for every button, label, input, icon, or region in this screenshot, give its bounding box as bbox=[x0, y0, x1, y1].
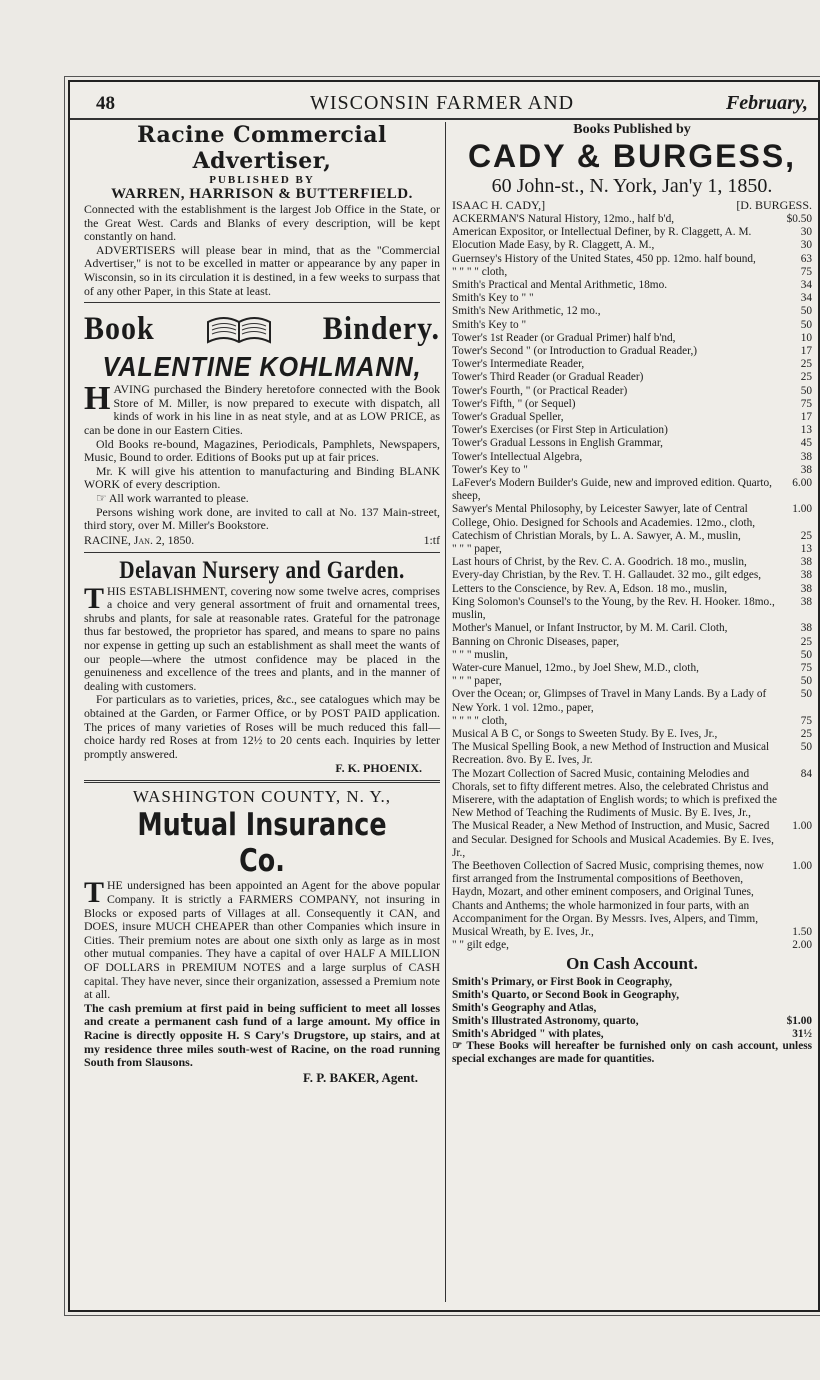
book-price: 17 bbox=[800, 411, 812, 424]
bindery-body-4: ☞ All work warranted to please. bbox=[96, 490, 249, 505]
left-column bbox=[84, 122, 440, 1086]
right-column bbox=[452, 122, 812, 1066]
book-entry bbox=[452, 820, 812, 860]
book-price: 25 bbox=[800, 358, 812, 371]
racine-body-1: Connected with the establishment is the largest Job Office in the State, or the Great West. Cards and Blanks of every description, will be kept constantly on hand. bbox=[84, 202, 440, 244]
cash-book-list bbox=[452, 976, 812, 1040]
book-price: 84 bbox=[800, 767, 812, 780]
book-price: 38 bbox=[800, 569, 812, 582]
book-title: ACKERMAN'S Natural History, 12mo., half b'd, bbox=[452, 213, 675, 225]
book-title: Smith's Primary, or First Book in Ceography, bbox=[452, 976, 673, 989]
book-price: 50 bbox=[800, 675, 812, 688]
book-price: 25 bbox=[800, 371, 812, 384]
book-title: Water-cure Manuel, 12mo., by Joel Shew, M.D., cloth, bbox=[452, 661, 699, 674]
bindery-body-1: AVING purchased the Bindery heretofore connected with the Book Store of M. Miller, is now prepared to execute with dispatch, all kinds of work in his line in as neat style, and at as LOW PRICE, as can be done in our Eastern Cities. bbox=[84, 382, 440, 437]
book-price: 10 bbox=[800, 331, 812, 344]
book-entry bbox=[452, 358, 812, 371]
book-title: King Solomon's Counsel's to the Young, by the Rev. H. Hooker. 18mo., muslin, bbox=[452, 595, 775, 622]
book-entry bbox=[452, 279, 812, 292]
bindery-date: RACINE, Jan. 2, 1850. bbox=[84, 532, 195, 547]
bindery-proprietor: VALENTINE KOHLMANN, bbox=[102, 351, 422, 383]
book-price: 1.00 bbox=[792, 859, 812, 872]
delavan-body-1: HIS ESTABLISHMENT, covering now some twelve acres, comprises a choice and very general assortment of fruit and ornamental trees, shrubs and plants, for sale at reasonable rates. Grateful for the patronage thus far bestowed, the proprietor has spared, and means to spare no pains nor expense in getting up such an establishment as shall meet the wants of our people—where the utmost confidence may be placed in the genuineness and excellence of the trees and plants, and in the manner of dealing with customers. bbox=[84, 583, 440, 693]
book-title: Tower's Third Reader (or Gradual Reader) bbox=[452, 371, 644, 384]
book-price: $1.00 bbox=[786, 1014, 812, 1027]
book-title: Smith's Abridged " with plates, bbox=[452, 1027, 604, 1040]
book-price: 75 bbox=[800, 714, 812, 727]
book-entry bbox=[452, 319, 812, 332]
book-entry bbox=[452, 976, 812, 989]
book-title: Banning on Chronic Diseases, paper, bbox=[452, 635, 620, 648]
book-title: Every-day Christian, by the Rev. T. H. Gallaudet. 32 mo., gilt edges, bbox=[452, 569, 762, 582]
book-price: 1.00 bbox=[792, 503, 812, 516]
mutual-body: HE undersigned has been appointed an Agent for the above popular Company. It is strictly a FARMERS COMPANY, not insuring in Blocks or exposed parts of Villages at all. Consequently it CAN, and DOES, insure MUCH CHEAPER than other Companies which insure in Cities. Their premium notes are about one sixth only as large as in most other mutual companies. They have a capital of over HALF A MILLION OF DOLLARS in PREMIUM NOTES and a large surplus of CASH capital. They have never, since their organization, assessed a Premium note at all. bbox=[84, 878, 440, 1002]
book-title: Smith's Geography and Atlas, bbox=[452, 1001, 597, 1014]
drop-cap-t: T bbox=[84, 876, 105, 910]
bindery-body-2: Old Books re-bound, Magazines, Periodicals, Pamphlets, Newspapers, Music, Bound to order. Editions of Books put up at fair prices. bbox=[84, 436, 440, 465]
book-price: 6.00 bbox=[792, 477, 812, 490]
column-divider bbox=[445, 122, 446, 1302]
book-list bbox=[452, 213, 812, 952]
page-number: 48 bbox=[96, 93, 115, 114]
book-title: Last hours of Christ, by the Rev. C. A. Goodrich. 18 mo., muslin, bbox=[452, 556, 747, 569]
book-title: Tower's Key to " bbox=[452, 463, 528, 476]
book-entry bbox=[452, 636, 812, 649]
book-title: The Musical Spelling Book, a new Method of Instruction and Musical Recreation. 8vo. By E. Ives, Jr. bbox=[452, 741, 770, 767]
book-entry bbox=[452, 332, 812, 345]
book-entry bbox=[452, 1028, 812, 1041]
book-title: The Mozart Collection of Sacred Music, containing Melodies and Chorals, set to fifty different metres. Also, the celebrated Christus and Miserere, with the adaptation of English words; to which is prefixed the New Method of Teaching the Rudiments of Music. By E. Ives, Jr., bbox=[452, 767, 778, 820]
partner-cady: ISAAC H. CADY,] bbox=[452, 198, 546, 212]
book-entry bbox=[452, 939, 812, 952]
delavan-title: Delavan Nursery and Garden. bbox=[119, 556, 405, 584]
book-entry bbox=[452, 926, 812, 939]
newspaper-page bbox=[68, 80, 820, 1312]
book-price: 1.00 bbox=[792, 820, 812, 833]
book-entry bbox=[452, 741, 812, 767]
book-title: Smith's Illustrated Astronomy, quarto, bbox=[452, 1014, 639, 1027]
book-title: Mother's Manuel, or Infant Instructor, by M. M. Caril. Cloth, bbox=[452, 622, 728, 635]
book-entry bbox=[452, 371, 812, 384]
book-title: Smith's Practical and Mental Arithmetic, 18mo. bbox=[452, 279, 668, 292]
book-entry bbox=[452, 728, 812, 741]
book-entry bbox=[452, 398, 812, 411]
mutual-title: Mutual Insurance Co. bbox=[137, 807, 387, 880]
cash-note: ☞ These Books will hereafter be furnished only on cash account, unless special exchanges are made for quantities. bbox=[452, 1040, 812, 1065]
book-entry bbox=[452, 213, 812, 226]
book-price: 13 bbox=[800, 424, 812, 437]
racine-title: Racine Commercial Advertiser, bbox=[137, 122, 387, 174]
book-price: 38 bbox=[800, 622, 812, 635]
book-price: 45 bbox=[800, 437, 812, 450]
book-price: 1.50 bbox=[792, 925, 812, 938]
book-title: Musical A B C, or Songs to Sweeten Study. By E. Ives, Jr., bbox=[452, 727, 718, 740]
book-title: Tower's 1st Reader (or Gradual Primer) half b'nd, bbox=[452, 331, 676, 344]
book-entry bbox=[452, 583, 812, 596]
bindery-code: 1:tf bbox=[423, 532, 440, 547]
separator bbox=[84, 552, 440, 553]
book-title: " " " " cloth, bbox=[452, 265, 508, 278]
book-price: 25 bbox=[800, 529, 812, 542]
book-price: 30 bbox=[800, 239, 812, 252]
book-title: LaFever's Modern Builder's Guide, new and improved edition. Quarto, sheep, bbox=[452, 477, 772, 503]
book-entry bbox=[452, 239, 812, 252]
book-entry bbox=[452, 768, 812, 821]
book-entry bbox=[452, 253, 812, 266]
book-entry bbox=[452, 266, 812, 279]
book-entry bbox=[452, 649, 812, 662]
separator bbox=[84, 302, 440, 303]
book-title: American Expositor, or Intellectual Definer, by R. Claggett, A. M. bbox=[452, 226, 752, 239]
book-entry bbox=[452, 688, 812, 714]
delavan-signature: F. K. PHOENIX. bbox=[335, 761, 422, 776]
book-entry bbox=[452, 451, 812, 464]
book-title: The Musical Reader, a New Method of Instruction, and Music, Sacred and Secular. Designed for Schools and Musical Academies. By E. Ives, Jr., bbox=[452, 820, 774, 859]
book-price: 2.00 bbox=[792, 939, 812, 952]
book-price: 34 bbox=[800, 292, 812, 305]
book-price: 38 bbox=[800, 450, 812, 463]
book-title: " " " muslin, bbox=[452, 648, 508, 661]
book-entry bbox=[452, 622, 812, 635]
book-price: 34 bbox=[800, 279, 812, 292]
cash-heading: On Cash Account. bbox=[566, 954, 698, 974]
firm-address: 60 John-st., N. York, Jan'y 1, 1850. bbox=[491, 175, 773, 197]
book-title: Smith's Quarto, or Second Book in Geography, bbox=[452, 989, 680, 1002]
book-price bbox=[768, 1002, 812, 1015]
book-price: 38 bbox=[800, 582, 812, 595]
book-entry bbox=[452, 596, 812, 622]
book-price: $0.50 bbox=[786, 213, 812, 225]
book-price: 50 bbox=[800, 305, 812, 318]
book-price: 38 bbox=[800, 463, 812, 476]
book-entry bbox=[452, 569, 812, 582]
book-title: Letters to the Conscience, by Rev. A, Edson. 18 mo., muslin, bbox=[452, 582, 728, 595]
book-entry bbox=[452, 226, 812, 239]
drop-cap-t: T bbox=[84, 581, 105, 615]
publication-title: WISCONSIN FARMER AND bbox=[310, 92, 575, 114]
book-title: Tower's Gradual Lessons in English Grammar, bbox=[452, 437, 663, 450]
book-price bbox=[768, 989, 812, 1002]
mutual-county: WASHINGTON COUNTY, N. Y., bbox=[132, 787, 392, 807]
book-title: " " gilt edge, bbox=[452, 939, 509, 952]
bindery-word-book: Book bbox=[84, 310, 155, 347]
mutual-bold-body: The cash premium at first paid in being sufficient to meet all losses and create a permanent cash fund of a large amount. My office in Racine is directly opposite H. S Cary's Drugstore, up stairs, and at my residence three miles south-west of Racine, on the road running South from Slausons. bbox=[84, 1000, 440, 1070]
book-price: 63 bbox=[800, 252, 812, 265]
book-title: Tower's Fifth, " (or Sequel) bbox=[452, 397, 576, 410]
book-price: 38 bbox=[800, 556, 812, 569]
book-title: Over the Ocean; or, Glimpses of Travel in Many Lands. By a Lady of New York. 1 vol. 12mo., paper, bbox=[452, 688, 767, 714]
book-title: Tower's Fourth, " (or Practical Reader) bbox=[452, 384, 628, 397]
book-entry bbox=[452, 543, 812, 556]
book-entry bbox=[452, 424, 812, 437]
book-title: Sawyer's Mental Philosophy, by Leicester Sawyer, late of Central College, Ohio. Designed for Schools and Academies. 12mo., cloth, bbox=[452, 503, 756, 529]
book-entry bbox=[452, 305, 812, 318]
delavan-body-2: For particulars as to varieties, prices, &c., see catalogues which may be obtained at the Garden, or Farmer Office, or by POST PAID application. The prices of many varieties of Roses will be much reduced this fall—choice hardy red Roses at from 12½ to 20 cents each. Inquiries by letter promptly answered. bbox=[84, 692, 440, 761]
book-title: Smith's New Arithmetic, 12 mo., bbox=[452, 305, 601, 318]
mutual-agent: F. P. BAKER, Agent. bbox=[303, 1069, 418, 1085]
book-title: Smith's Key to " bbox=[452, 318, 527, 331]
book-title: Tower's Intellectual Algebra, bbox=[452, 450, 583, 463]
open-book-icon bbox=[204, 312, 274, 346]
book-price: 50 bbox=[800, 648, 812, 661]
firm-name: CADY & BURGESS, bbox=[467, 138, 797, 174]
book-entry bbox=[452, 530, 812, 543]
book-entry bbox=[452, 464, 812, 477]
book-entry bbox=[452, 860, 812, 926]
book-price: 75 bbox=[800, 265, 812, 278]
bindery-advertisement bbox=[84, 307, 440, 548]
bindery-word-bindery: Bindery. bbox=[322, 310, 440, 347]
book-entry bbox=[452, 1002, 812, 1015]
page-header bbox=[70, 88, 818, 120]
book-entry bbox=[452, 556, 812, 569]
book-title: Tower's Exercises (or First Step in Articulation) bbox=[452, 424, 668, 437]
separator bbox=[84, 780, 440, 783]
book-title: Musical Wreath, by E. Ives, Jr., bbox=[452, 925, 594, 938]
racine-body-2: ADVERTISERS will please bear in mind, that as the "Commercial Advertiser," is not to be excelled in matter or appearance by any paper in Wisconsin, so in its circulation it is destined, in a few weeks to surpass that of any other Paper, in this State at least. bbox=[84, 242, 440, 298]
book-price: 13 bbox=[800, 543, 812, 556]
partner-burgess: [D. BURGESS. bbox=[736, 198, 812, 212]
book-title: Tower's Gradual Speller, bbox=[452, 411, 564, 424]
book-entry bbox=[452, 385, 812, 398]
mutual-insurance-advertisement bbox=[84, 787, 440, 1085]
bindery-body-3: Mr. K will give his attention to manufacturing and Binding BLANK WORK of every description. bbox=[84, 463, 440, 492]
bindery-body-5: Persons wishing work done, are invited to call at No. 137 Main-street, third story, over M. Miller's Bookstore. bbox=[84, 504, 440, 533]
book-price: 17 bbox=[800, 345, 812, 358]
book-price: 50 bbox=[800, 384, 812, 397]
book-entry bbox=[452, 989, 812, 1002]
book-title: The Beethoven Collection of Sacred Music, comprising themes, now first arranged from the Instrumental compositions of Beethoven, Haydn, Mozart, and other eminent composers, and Original Tunes, Chants and Anthems; the whole harmonized in four parts, with an Accompaniment for the Organ. By Messrs. Ives, Alpers, and Timm, bbox=[452, 859, 764, 925]
book-price: 50 bbox=[800, 318, 812, 331]
issue-month: February, bbox=[725, 92, 808, 114]
racine-advertisement bbox=[84, 122, 440, 298]
book-entry bbox=[452, 477, 812, 503]
book-entry bbox=[452, 1015, 812, 1028]
book-entry bbox=[452, 675, 812, 688]
book-price: 50 bbox=[800, 688, 812, 701]
book-entry bbox=[452, 715, 812, 728]
book-entry bbox=[452, 662, 812, 675]
book-entry bbox=[452, 411, 812, 424]
book-price: 25 bbox=[800, 727, 812, 740]
book-title: " " " paper, bbox=[452, 675, 502, 688]
book-entry bbox=[452, 503, 812, 529]
book-price: 38 bbox=[800, 595, 812, 608]
book-title: Guernsey's History of the United States, 450 pp. 12mo. half bound, bbox=[452, 252, 756, 265]
book-title: Tower's Second " (or Introduction to Gradual Reader,) bbox=[452, 345, 698, 358]
book-entry bbox=[452, 292, 812, 305]
book-price: 31½ bbox=[792, 1027, 812, 1040]
book-title: " " " paper, bbox=[452, 543, 502, 556]
book-price bbox=[768, 976, 812, 989]
book-title: Elocution Made Easy, by R. Claggett, A. M., bbox=[452, 239, 655, 252]
racine-publishers: WARREN, HARRISON & BUTTERFIELD. bbox=[111, 186, 413, 202]
book-price: 30 bbox=[800, 226, 812, 239]
book-entry bbox=[452, 345, 812, 358]
book-entry bbox=[452, 437, 812, 450]
book-title: Smith's Key to " " bbox=[452, 292, 534, 305]
book-price: 75 bbox=[800, 661, 812, 674]
drop-cap-h: H bbox=[84, 380, 111, 418]
book-price: 75 bbox=[800, 397, 812, 410]
books-published-by: Books Published by bbox=[573, 122, 691, 137]
delavan-advertisement bbox=[84, 557, 440, 777]
racine-published-by: PUBLISHED BY bbox=[209, 174, 315, 186]
book-price: 25 bbox=[800, 635, 812, 648]
book-title: " " " " cloth, bbox=[452, 714, 508, 727]
book-price: 50 bbox=[800, 741, 812, 754]
book-title: Tower's Intermediate Reader, bbox=[452, 358, 585, 371]
book-title: Catechism of Christian Morals, by L. A. Sawyer, A. M., muslin, bbox=[452, 529, 741, 542]
